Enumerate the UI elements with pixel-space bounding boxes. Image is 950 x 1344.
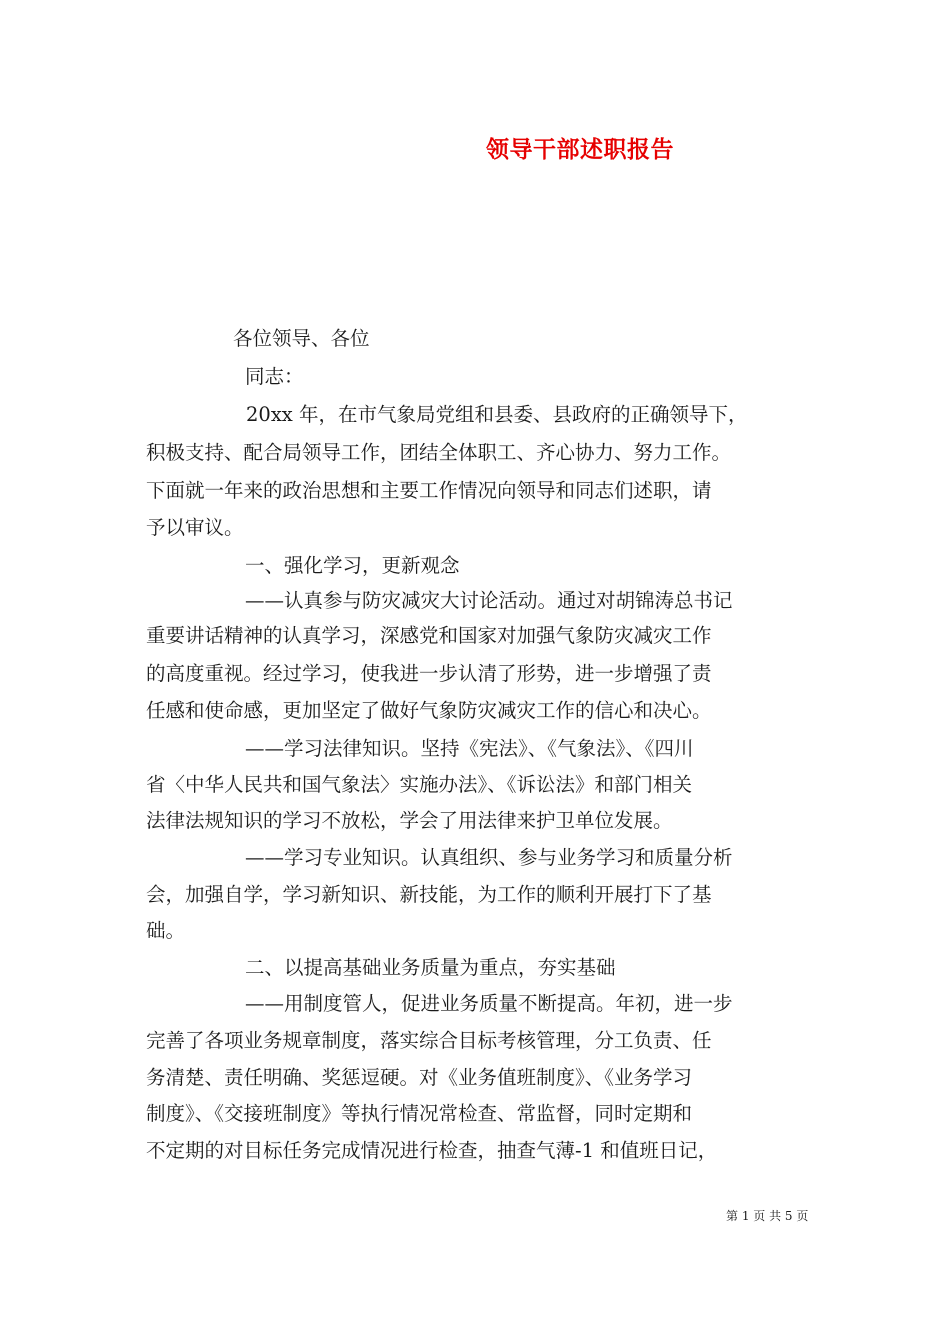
- body-line: ——用制度管人，促进业务质量不断提高。年初，进一步: [245, 992, 733, 1015]
- body-line: 下面就一年来的政治思想和主要工作情况向领导和同志们述职，请: [146, 479, 712, 502]
- body-line: ——学习法律知识。坚持《宪法》、《气象法》、《四川: [245, 737, 694, 760]
- body-line: 20xx 年，在市气象局党组和县委、县政府的正确领导下，: [246, 403, 748, 426]
- body-line: ——学习专业知识。认真组织、参与业务学习和质量分析: [245, 846, 733, 869]
- body-line: 各位领导、各位: [233, 327, 370, 350]
- body-line: 重要讲话精神的认真学习，深感党和国家对加强气象防灾减灾工作: [146, 624, 712, 647]
- body-line: 任感和使命感，更加坚定了做好气象防灾减灾工作的信心和决心。: [146, 699, 712, 722]
- body-line: 省〈中华人民共和国气象法〉实施办法》、《诉讼法》和部门相关: [146, 773, 693, 796]
- body-line: 完善了各项业务规章制度，落实综合目标考核管理，分工负责、任: [146, 1029, 712, 1052]
- body-line: 积极支持、配合局领导工作，团结全体职工、齐心协力、努力工作。: [146, 441, 732, 464]
- body-line: 制度》、《交接班制度》等执行情况常检查、常监督，同时定期和: [146, 1102, 693, 1125]
- body-line: ——认真参与防灾减灾大讨论活动。通过对胡锦涛总书记: [245, 589, 733, 612]
- page-footer: 第 1 页 共 5 页: [726, 1209, 809, 1223]
- body-line: 会，加强自学，学习新知识、新技能，为工作的顺利开展打下了基: [146, 883, 712, 906]
- document-title: 领导干部述职报告: [486, 136, 674, 163]
- body-line: 务清楚、责任明确、奖惩逗硬。对《业务值班制度》、《业务学习: [146, 1066, 693, 1089]
- body-line: 同志：: [245, 365, 304, 388]
- body-line: 法律法规知识的学习不放松，学会了用法律来护卫单位发展。: [146, 809, 673, 832]
- section-heading: 一、强化学习，更新观念: [245, 554, 460, 577]
- body-line: 不定期的对目标任务完成情况进行检查，抽查气薄-1 和值班日记，: [146, 1139, 718, 1162]
- body-line: 础。: [146, 919, 186, 942]
- section-heading: 二、以提高基础业务质量为重点，夯实基础: [245, 956, 616, 979]
- body-line: 予以审议。: [146, 516, 244, 539]
- body-line: 的高度重视。经过学习，使我进一步认清了形势，进一步增强了责: [146, 662, 712, 685]
